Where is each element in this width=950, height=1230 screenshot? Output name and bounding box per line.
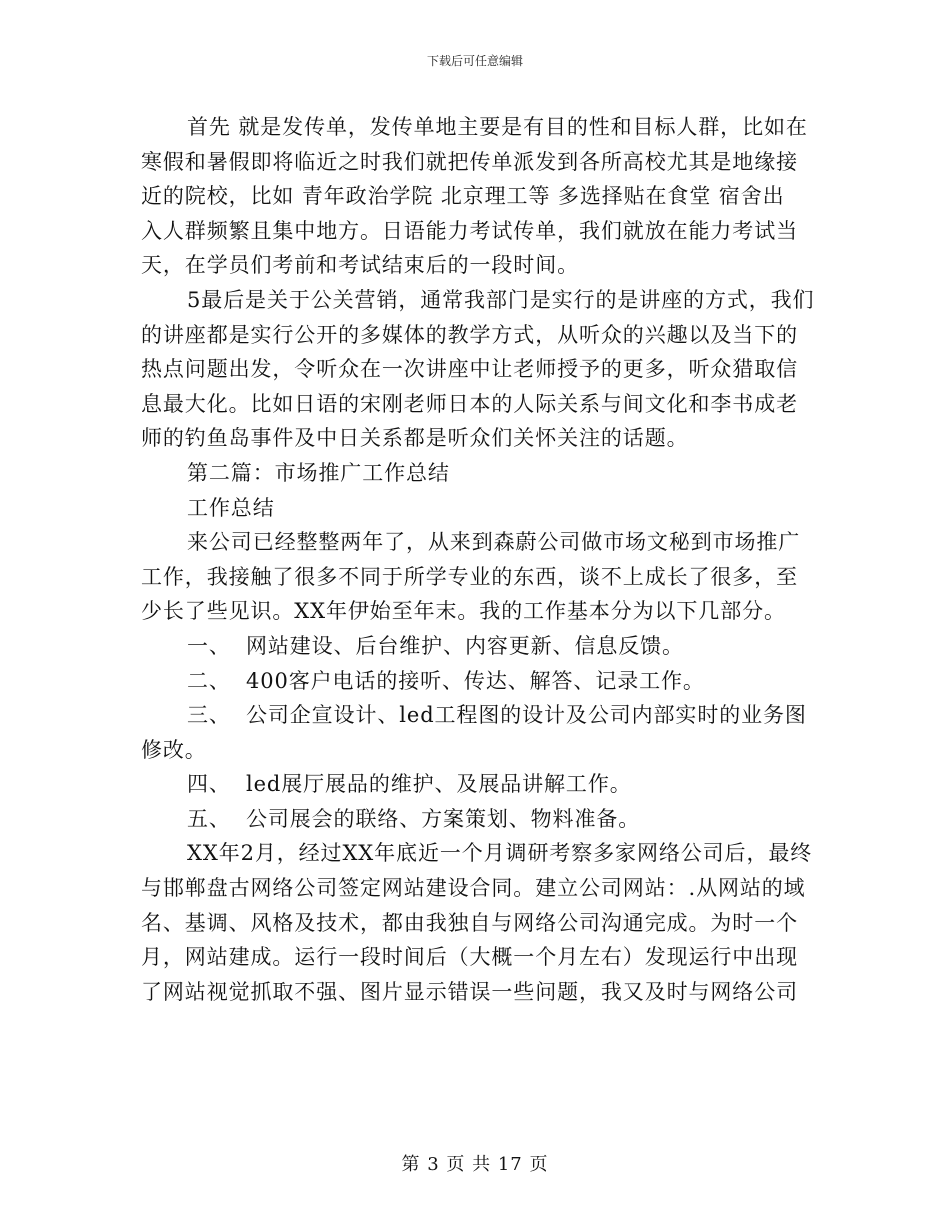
paragraph-line: 工作，我接触了很多不同于所学专业的东西，谈不上成长了很多，至 bbox=[141, 564, 798, 589]
paragraph-line: 师的钓鱼岛事件及中日关系都是听众们关怀关注的话题。 bbox=[141, 426, 689, 451]
paragraph-line: 了网站视觉抓取不强、图片显示错误一些问题，我又及时与网络公司 bbox=[141, 979, 798, 1004]
paragraph-line: 热点问题出发，令听众在一次讲座中让老师授予的更多，听众猎取信 bbox=[141, 357, 798, 382]
paragraph-line: 入人群频繁且集中地方。日语能力考试传单，我们就放在能力考试当 bbox=[141, 218, 798, 243]
paragraph-line: 寒假和暑假即将临近之时我们就把传单派发到各所高校尤其是地缘接 bbox=[141, 149, 798, 174]
list-item-continuation: 修改。 bbox=[141, 737, 207, 762]
paragraph-line: 息最大化。比如日语的宋刚老师日本的人际关系与间文化和李书成老 bbox=[141, 391, 798, 416]
paragraph-line: 来公司已经整整两年了，从来到森蔚公司做市场文秘到市场推广 bbox=[187, 530, 801, 555]
list-item: 三、 公司企宣设计、led工程图的设计及公司内部实时的业务图 bbox=[187, 703, 807, 728]
section-subheading: 工作总结 bbox=[187, 495, 275, 520]
page-number-label: 第 3 页 共 17 页 bbox=[401, 1154, 549, 1175]
list-item: 四、 led展厅展品的维护、及展品讲解工作。 bbox=[187, 772, 632, 797]
paragraph-line: 少长了些见识。XX年伊始至年末。我的工作基本分为以下几部分。 bbox=[141, 599, 786, 624]
paragraph-line: 近的院校，比如 青年政治学院 北京理工等 多选择贴在食堂 宿舍出 bbox=[141, 184, 785, 209]
list-item: 一、 网站建设、后台维护、内容更新、信息反馈。 bbox=[187, 633, 684, 658]
page-header-note: 下载后可任意编辑 bbox=[426, 54, 523, 68]
section-heading: 第二篇：市场推广工作总结 bbox=[187, 460, 450, 485]
paragraph-line: XX年2月，经过XX年底近一个月调研考察多家网络公司后，最终 bbox=[187, 841, 813, 866]
paragraph-line: 5最后是关于公关营销，通常我部门是实行的是讲座的方式，我们 bbox=[187, 287, 815, 312]
document-body bbox=[141, 110, 821, 1009]
paragraph-line: 与邯郸盘古网络公司签定网站建设合同。建立公司网站：.从网站的域 bbox=[141, 876, 806, 901]
paragraph-line: 名、基调、风格及技术，都由我独自与网络公司沟通完成。为时一个 bbox=[141, 910, 798, 935]
list-item: 五、 公司展会的联络、方案策划、物料准备。 bbox=[187, 806, 641, 831]
paragraph-line: 的讲座都是实行公开的多媒体的教学方式，从听众的兴趣以及当下的 bbox=[141, 322, 798, 347]
paragraph-line: 月，网站建成。运行一段时间后（大概一个月左右）发现运行中出现 bbox=[141, 945, 798, 970]
page-footer bbox=[0, 1154, 950, 1176]
paragraph-line: 天，在学员们考前和考试结束后的一段时间。 bbox=[141, 253, 579, 278]
list-item: 二、 400客户电话的接听、传达、解答、记录工作。 bbox=[187, 668, 705, 693]
paragraph-line: 首先 就是发传单，发传单地主要是有目的性和目标人群，比如在 bbox=[187, 115, 808, 139]
